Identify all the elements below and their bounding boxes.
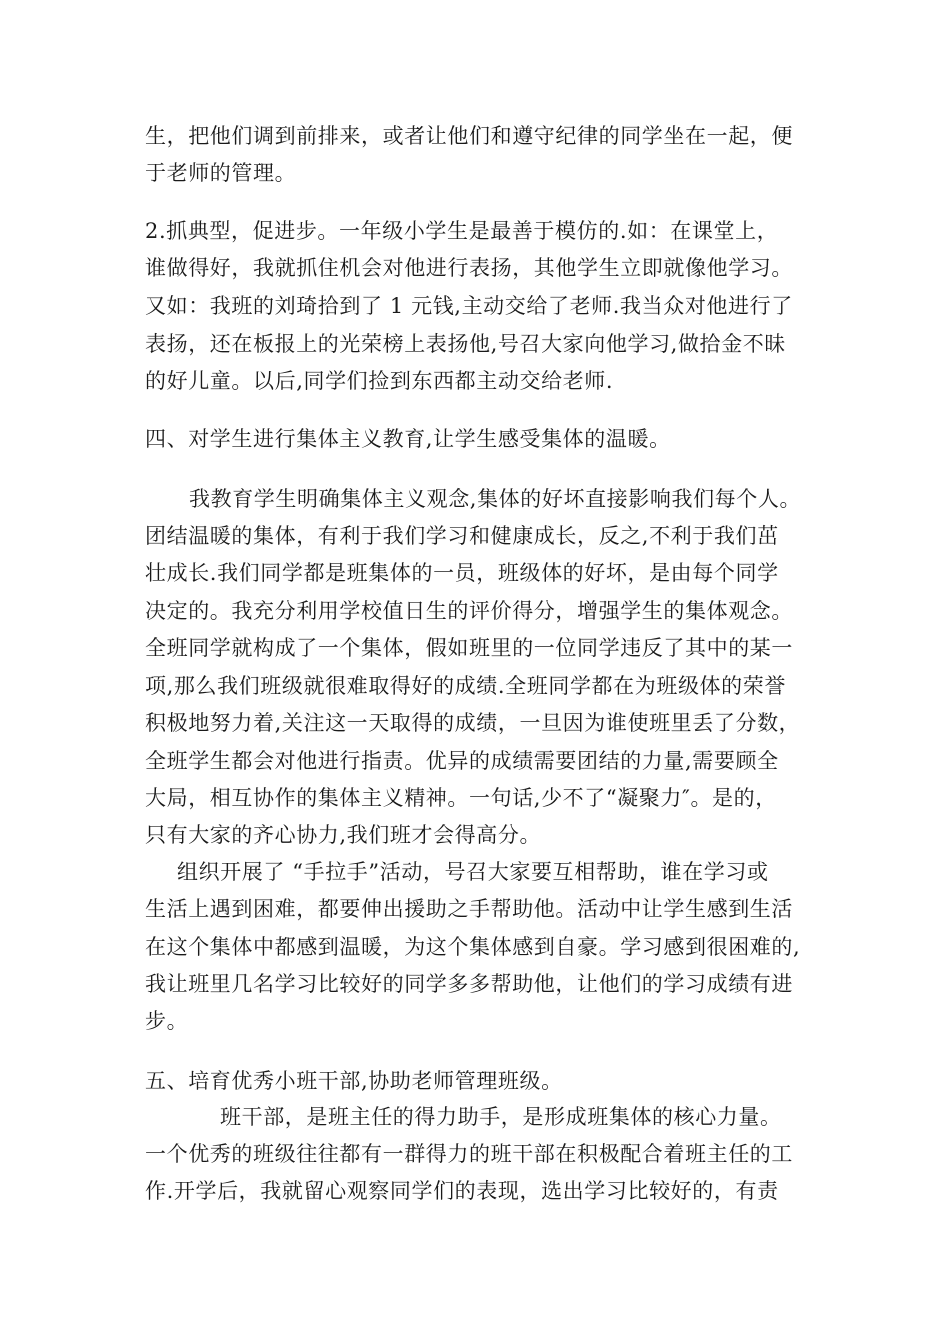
paragraph-line: 大局，相互协作的集体主义精神。一句话,少不了“凝聚力″。是的，: [145, 786, 777, 810]
paragraph-line: 一个优秀的班级往往都有一群得力的班干部在积极配合着班主任的工: [145, 1142, 793, 1166]
paragraph-line: 班干部，是班主任的得力助手，是形成班集体的核心力量。: [220, 1105, 782, 1129]
paragraph-line: 我教育学生明确集体主义观念,集体的好坏直接影响我们每个人。: [189, 487, 802, 511]
paragraph-line: 作.开学后，我就留心观察同学们的表现，选出学习比较好的，有责: [145, 1179, 779, 1203]
paragraph-line: 决定的。我充分利用学校值日生的评价得分，增强学生的集体观念。: [145, 599, 793, 623]
paragraph-line: 全班学生都会对他进行指责。优异的成绩需要团结的力量,需要顾全: [145, 749, 779, 773]
section-heading: 五、培育优秀小班干部,协助老师管理班级。: [145, 1069, 563, 1093]
paragraph-line: 2.抓典型，促进步。一年级小学生是最善于模仿的.如：在课堂上，: [145, 219, 779, 243]
paragraph-line: 项,那么我们班级就很难取得好的成绩.全班同学都在为班级体的荣誉: [145, 674, 786, 698]
paragraph-line: 于老师的管理。: [145, 161, 297, 185]
paragraph-line: 组织开展了 “手拉手”活动，号召大家要互相帮助，谁在学习或: [177, 860, 769, 884]
paragraph-line: 我让班里几名学习比较好的同学多多帮助他，让他们的学习成绩有进: [145, 972, 793, 996]
paragraph-line: 只有大家的齐心协力,我们班才会得高分。: [145, 823, 542, 847]
paragraph-line: 团结温暖的集体，有利于我们学习和健康成长，反之,不利于我们茁: [145, 524, 779, 548]
paragraph-line: 壮成长.我们同学都是班集体的一员，班级体的好坏，是由每个同学: [145, 561, 779, 585]
paragraph-line: 谁做得好，我就抓住机会对他进行表扬，其他学生立即就像他学习。: [145, 256, 793, 280]
paragraph-line: 又如：我班的刘琦拾到了 1 元钱,主动交给了老师.我当众对他进行了: [145, 294, 793, 318]
paragraph-line: 步。: [145, 1009, 189, 1033]
paragraph-line: 全班同学就构成了一个集体，假如班里的一位同学违反了其中的某一: [145, 636, 793, 660]
paragraph-line: 积极地努力着,关注这一天取得的成绩，一旦因为谁使班里丢了分数，: [145, 711, 801, 735]
paragraph-line: 表扬，还在板报上的光荣榜上表扬他,号召大家向他学习,做拾金不昧: [145, 332, 786, 356]
paragraph-line: 生，把他们调到前排来，或者让他们和遵守纪律的同学坐在一起，便: [145, 124, 793, 148]
paragraph-line: 生活上遇到困难，都要伸出援助之手帮助他。活动中让学生感到生活: [145, 897, 793, 921]
section-heading: 四、对学生进行集体主义教育,让学生感受集体的温暖。: [145, 427, 671, 451]
paragraph-line: 的好儿童。以后,同学们捡到东西都主动交给老师.: [145, 369, 614, 393]
paragraph-line: 在这个集体中都感到温暖，为这个集体感到自豪。学习感到很困难的,: [145, 935, 801, 959]
